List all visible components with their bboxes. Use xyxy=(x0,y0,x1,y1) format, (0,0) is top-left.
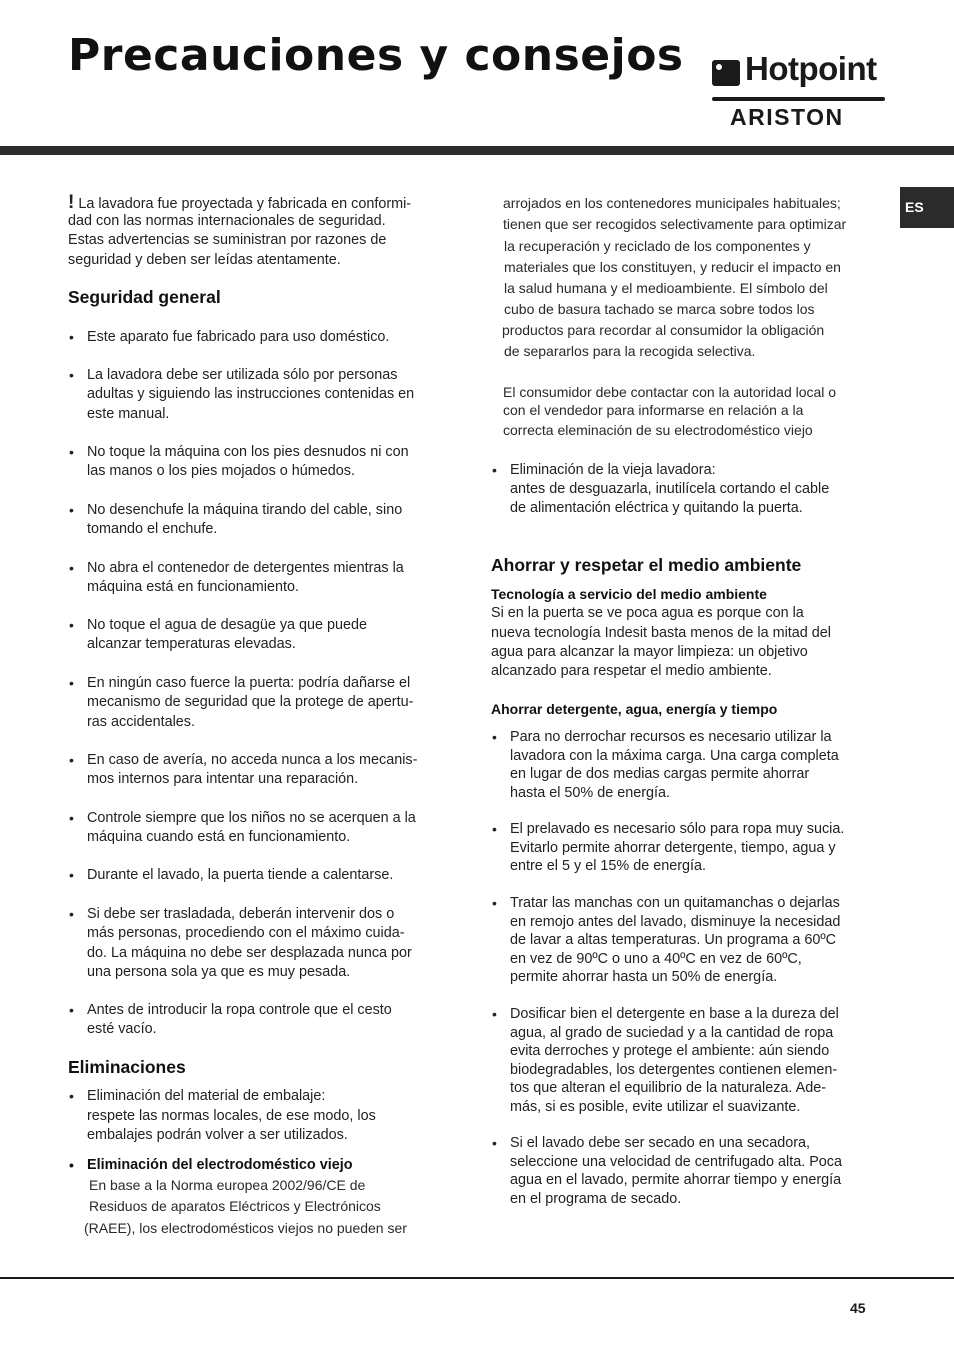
bullet-icon: • xyxy=(69,1002,74,1018)
seguridad-item-line: ras accidentales. xyxy=(87,713,195,730)
brand-logo xyxy=(712,50,886,132)
intro-line: La lavadora fue proyectada y fabricada en conformi- xyxy=(78,196,412,212)
language-tab: ES xyxy=(900,187,954,228)
ahorrar-item-line: agua, al grado de suciedad y a la cantidad de ropa xyxy=(510,1024,834,1041)
elim-line: cubo de basura tachado se marca sobre todos los xyxy=(504,301,815,317)
seguridad-item-line: No abra el contenedor de detergentes mientras la xyxy=(87,560,404,576)
seguridad-item-line: mecanismo de seguridad que la protege de apertu- xyxy=(87,694,414,711)
footer-rule xyxy=(0,1277,954,1279)
subheading-ahorrar: Ahorrar detergente, agua, energía y tiempo xyxy=(491,701,778,717)
bullet-icon: • xyxy=(69,675,74,691)
bullet-icon: • xyxy=(69,906,74,922)
elim-line: productos para recordar al consumidor la obligación xyxy=(502,322,825,338)
bullet-icon: • xyxy=(69,617,74,633)
tecno-line: agua para alcanzar la mayor limpieza: un objetivo xyxy=(491,644,808,660)
consumer-note-line: con el vendedor para informarse en relación a la xyxy=(503,402,804,418)
ahorrar-item-line: biodegradables, los detergentes contienen elemen- xyxy=(510,1061,838,1078)
ahorrar-item-line: seleccione una velocidad de centrifugado alta. Poca xyxy=(510,1153,843,1170)
bullet-icon: • xyxy=(492,462,497,478)
subheading-tecnologia: Tecnología a servicio del medio ambiente xyxy=(491,586,767,602)
elim-subheading: Eliminación del electrodoméstico viejo xyxy=(87,1157,353,1173)
logo-brand-text: Hotpoint xyxy=(745,50,877,87)
tecno-line: Si en la puerta se ve poca agua es porque con la xyxy=(491,605,804,621)
bullet-icon: • xyxy=(492,729,497,745)
seguridad-item-line: una persona sola ya que es muy pesada. xyxy=(87,963,351,980)
header-rule xyxy=(0,146,954,155)
ahorrar-item-line: entre el 5 y el 15% de energía. xyxy=(510,858,707,874)
seguridad-item-line: do. La máquina no debe ser desplazada nunca por xyxy=(87,944,412,961)
ahorrar-item-line: evita derroches y protege el ambiente: aún siendo xyxy=(510,1043,830,1059)
bullet-icon: • xyxy=(69,867,74,883)
ahorrar-item-line: en vez de 90ºC o uno a 40ºC en vez de 60ºC, xyxy=(510,950,802,967)
seguridad-item-line: No toque la máquina con los pies desnudos ni con xyxy=(87,444,409,460)
tecno-line: alcanzado para respetar el medio ambiente. xyxy=(491,663,772,679)
seguridad-item-line: esté vacío. xyxy=(87,1021,157,1038)
seguridad-item-line: alcanzar temperaturas elevadas. xyxy=(87,636,296,653)
bullet-icon: • xyxy=(69,560,74,576)
bullet-icon: • xyxy=(69,444,74,460)
seguridad-item-line: este manual. xyxy=(87,405,170,422)
ahorrar-item-line: Para no derrochar recursos es necesario utilizar la xyxy=(510,729,832,745)
section-heading-ahorrar: Ahorrar y respetar el medio ambiente xyxy=(491,555,802,575)
section-heading-eliminaciones: Eliminaciones xyxy=(68,1057,186,1077)
page-title: Precauciones y consejos xyxy=(68,30,684,81)
bullet-icon: • xyxy=(69,810,74,826)
seguridad-item-line: adultas y siguiendo las instrucciones contenidas en xyxy=(87,386,415,403)
ahorrar-item-line: tos que alteran el equilibrio de la naturaleza. Ade- xyxy=(510,1080,827,1096)
bullet-icon: • xyxy=(492,1006,497,1022)
seguridad-item-line: máquina está en funcionamiento. xyxy=(87,579,300,596)
logo-sub-text: ARISTON xyxy=(730,104,844,130)
seguridad-item-line: Antes de introducir la ropa controle que el cesto xyxy=(87,1002,392,1018)
elim-line: En base a la Norma europea 2002/96/CE de xyxy=(89,1177,366,1193)
ahorrar-item-line: en el programa de secado. xyxy=(510,1190,682,1207)
ahorrar-item-line: de lavar a altas temperaturas. Un programa a 60ºC xyxy=(510,932,837,948)
ahorrar-item-line: lavadora con la máxima carga. Una carga completa xyxy=(510,747,839,764)
seguridad-item-line: No desenchufe la máquina tirando del cable, sino xyxy=(87,502,403,518)
elim-line: Eliminación de la vieja lavadora: xyxy=(510,462,716,478)
ahorrar-item-line: Si el lavado debe ser secado en una secadora, xyxy=(510,1135,811,1151)
intro-line: dad con las normas internacionales de seguridad. xyxy=(68,213,386,229)
elim-line: arrojados en los contenedores municipales habituales; xyxy=(503,195,841,211)
ahorrar-item-line: Evitarlo permite ahorrar detergente, tiempo, agua y xyxy=(510,839,836,856)
elim-line: Residuos de aparatos Eléctricos y Electrónicos xyxy=(89,1198,381,1214)
warning-mark: ! xyxy=(68,192,75,213)
seguridad-item-line: tomando el enchufe. xyxy=(87,521,218,538)
seguridad-item-line: las manos o los pies mojados o húmedos. xyxy=(87,463,355,480)
seguridad-item-line: mos internos para intentar una reparación. xyxy=(87,771,359,788)
consumer-note-line: correcta eleminación de su electrodoméstico viejo xyxy=(503,422,813,438)
page-number: 45 xyxy=(850,1300,866,1316)
seguridad-item-line: más personas, procediendo con el máximo cuida- xyxy=(87,925,405,942)
ahorrar-item-line: hasta el 50% de energía. xyxy=(510,784,671,801)
intro-line: Estas advertencias se suministran por razones de xyxy=(68,232,387,248)
elim-line: la recuperación y reciclado de los componentes y xyxy=(504,238,811,254)
elim-line: antes de desguazarla, inutilícela cortando el cable xyxy=(510,481,830,497)
ahorrar-item-line: en remojo antes del lavado, disminuye la necesidad xyxy=(510,913,841,930)
intro-paragraph xyxy=(68,193,411,214)
bullet-icon: • xyxy=(492,821,497,837)
seguridad-item-line: No toque el agua de desagüe ya que puede xyxy=(87,617,368,633)
intro-line: seguridad y deben ser leídas atentamente. xyxy=(68,252,341,268)
tecno-line: nueva tecnología Indesit basta menos de la mitad del xyxy=(491,625,831,641)
bullet-icon: • xyxy=(69,1088,74,1104)
ahorrar-item-line: Tratar las manchas con un quitamanchas o dejarlas xyxy=(510,895,840,911)
seguridad-item-line: Este aparato fue fabricado para uso doméstico. xyxy=(87,329,390,345)
seguridad-item-line: Durante el lavado, la puerta tiende a calentarse. xyxy=(87,867,394,883)
seguridad-item-line: Controle siempre que los niños no se acerquen a la xyxy=(87,810,416,826)
ahorrar-item-line: El prelavado es necesario sólo para ropa muy sucia. xyxy=(510,821,845,837)
elim-line: tienen que ser recogidos selectivamente para optimizar xyxy=(503,216,847,232)
elim-line: embalajes podrán volver a ser utilizados. xyxy=(87,1127,348,1143)
seguridad-item-line: En ningún caso fuerce la puerta: podría dañarse el xyxy=(87,675,411,691)
elim-line: de alimentación eléctrica y quitando la puerta. xyxy=(510,500,803,516)
bullet-icon: • xyxy=(69,329,74,345)
ahorrar-item-line: permite ahorrar hasta un 50% de energía. xyxy=(510,969,778,985)
elim-line: la salud humana y el medioambiente. El símbolo del xyxy=(504,280,828,296)
bullet-icon: • xyxy=(69,1157,74,1173)
bullet-icon: • xyxy=(492,895,497,911)
logo-mark-icon xyxy=(712,60,740,86)
elim-line: materiales que los constituyen, y reducir el impacto en xyxy=(504,259,841,275)
section-heading-seguridad: Seguridad general xyxy=(68,287,221,307)
ahorrar-item-line: en lugar de dos medias cargas permite ahorrar xyxy=(510,766,810,782)
ahorrar-item-line: Dosificar bien el detergente en base a la dureza del xyxy=(510,1006,839,1022)
seguridad-item-line: Si debe ser trasladada, deberán intervenir dos o xyxy=(87,906,395,922)
elim-line: de separarlos para la recogida selectiva. xyxy=(504,343,756,359)
elim-line: respete las normas locales, de ese modo, los xyxy=(87,1108,376,1124)
elim-line: (RAEE), los electrodomésticos viejos no pueden ser xyxy=(84,1220,407,1236)
seguridad-item-line: máquina cuando está en funcionamiento. xyxy=(87,829,351,846)
ahorrar-item-line: agua en el lavado, permite ahorrar tiempo y energía xyxy=(510,1172,842,1188)
seguridad-item-line: La lavadora debe ser utilizada sólo por personas xyxy=(87,367,398,383)
bullet-icon: • xyxy=(69,367,74,383)
bullet-icon: • xyxy=(69,752,74,768)
seguridad-item-line: En caso de avería, no acceda nunca a los mecanis- xyxy=(87,752,418,768)
logo-divider xyxy=(712,97,885,101)
elim-line: Eliminación del material de embalaje: xyxy=(87,1088,326,1104)
consumer-note-line: El consumidor debe contactar con la autoridad local o xyxy=(503,384,837,400)
ahorrar-item-line: más, si es posible, evite utilizar el suavizante. xyxy=(510,1098,801,1115)
bullet-icon: • xyxy=(492,1135,497,1151)
bullet-icon: • xyxy=(69,502,74,518)
